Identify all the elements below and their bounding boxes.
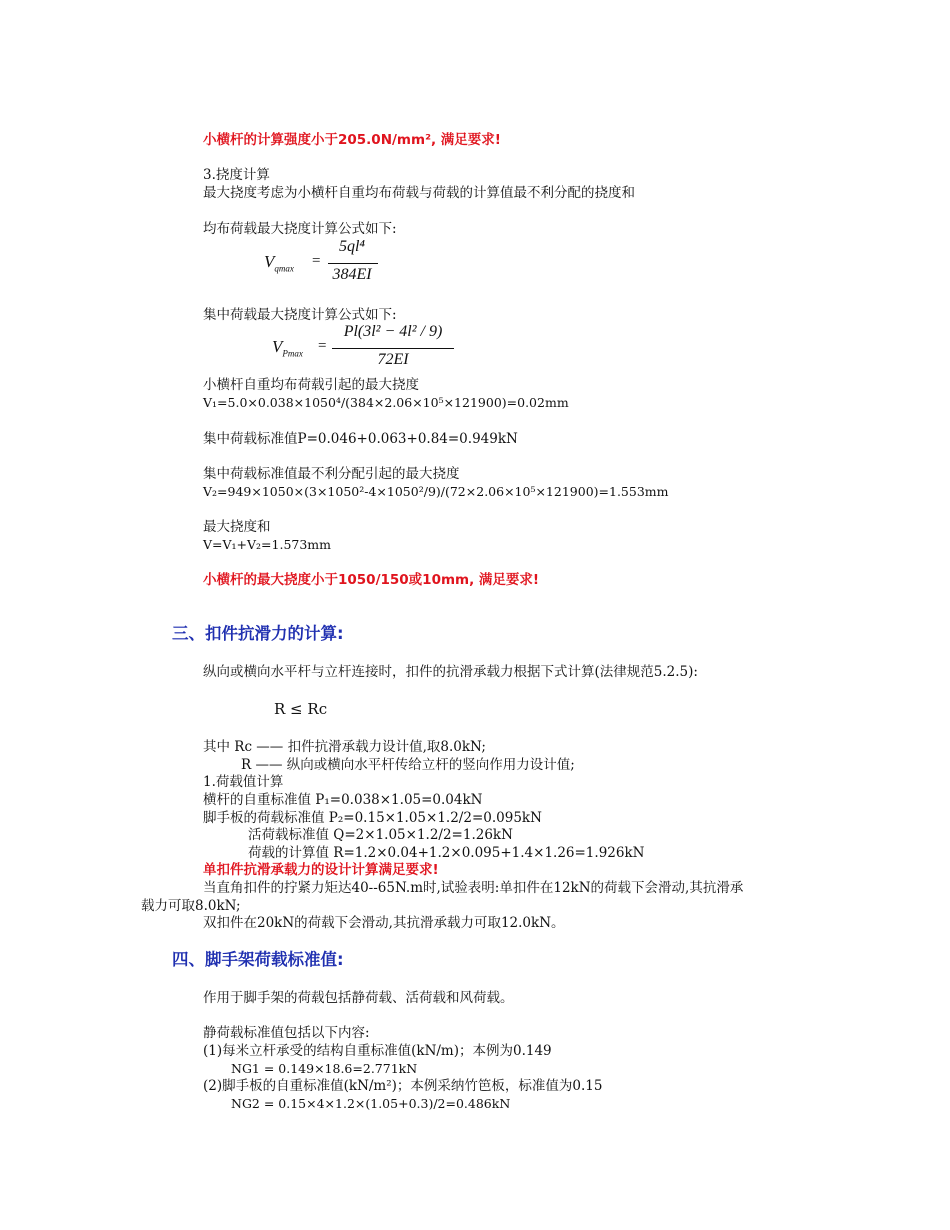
formula-denominator: 72EI: [377, 351, 409, 368]
live-load-value: 活荷载标准值 Q=2×1.05×1.2/2=1.26kN: [248, 827, 513, 843]
deflection-conclusion: 小横杆的最大挠度小于1050/150或10mm, 满足要求!: [203, 572, 540, 588]
fraction-bar: [332, 348, 454, 349]
formula-numerator: Pl(3l² − 4l² / 9): [343, 323, 443, 340]
formula-equals: =: [318, 338, 327, 354]
formula-numerator: 5ql⁴: [338, 238, 365, 255]
rc-definition: 其中 Rc —— 扣件抗滑承载力设计值,取8.0kN;: [203, 739, 486, 755]
formula-lhs-sub: qmax: [274, 263, 294, 274]
point-load-standard-value: 集中荷载标准值P=0.046+0.063+0.84=0.949kN: [203, 431, 518, 447]
board-self-weight-item: (2)脚手板的自重标准值(kN/m²)；本例采纳竹笆板，标准值为0.15: [203, 1078, 603, 1094]
static-load-intro: 静荷载标准值包括以下内容:: [203, 1025, 370, 1041]
crossbar-self-weight: 横杆的自重标准值 P₁=0.038×1.05=0.04kN: [203, 792, 483, 808]
anti-slip-description: 纵向或横向水平杆与立杆连接时，扣件的抗滑承载力根据下式计算(法律规范5.2.5):: [203, 664, 698, 680]
total-deflection-value: V=V₁+V₂=1.573mm: [203, 537, 332, 552]
design-load-value: 荷载的计算值 R=1.2×0.04+1.2×0.095+1.4×1.26=1.926kN: [248, 845, 645, 861]
ng2-calculation: NG2 = 0.15×4×1.2×(1.05+0.3)/2=0.486kN: [231, 1096, 511, 1111]
double-clamp-note: 双扣件在20kN的荷载下会滑动,其抗滑承载力可取12.0kN。: [203, 915, 565, 931]
section-3-heading: 三、扣件抗滑力的计算:: [172, 624, 344, 643]
deflection-section-heading: 3.挠度计算: [203, 167, 270, 183]
bending-strength-conclusion: 小横杆的计算强度小于205.0N/mm², 满足要求!: [203, 132, 501, 148]
formula-equals: =: [312, 253, 321, 269]
point-load-formula-intro: 集中荷载最大挠度计算公式如下:: [203, 307, 397, 323]
ng1-calculation: NG1 = 0.149×18.6=2.771kN: [231, 1061, 418, 1076]
point-load-deflection-label: 集中荷载标准值最不利分配引起的最大挠度: [203, 466, 460, 482]
scaffold-board-load: 脚手板的荷载标准值 P₂=0.15×1.05×1.2/2=0.095kN: [203, 810, 542, 826]
load-calc-heading: 1.荷载值计算: [203, 774, 284, 790]
fraction-bar: [328, 263, 378, 264]
self-weight-deflection-label: 小横杆自重均布荷载引起的最大挠度: [203, 377, 419, 393]
v1-calculation: V₁=5.0×0.038×1050⁴/(384×2.06×10⁵×121900)=0.02mm: [203, 395, 569, 410]
deflection-description: 最大挠度考虑为小横杆自重均布荷载与荷载的计算值最不利分配的挠度和: [203, 185, 635, 201]
v2-calculation: V₂=949×1050×(3×1050²-4×1050²/9)/(72×2.06×10⁵×121900)=1.553mm: [203, 484, 669, 499]
anti-slip-inequality: R ≤ Rc: [274, 700, 328, 718]
point-load-deflection-formula: [270, 323, 460, 373]
torque-note-line2: 载力可取8.0kN;: [141, 898, 241, 914]
anti-slip-conclusion: 单扣件抗滑承载力的设计计算满足要求!: [203, 862, 439, 878]
formula-denominator: 384EI: [332, 266, 372, 283]
formula-lhs-sub: Pmax: [282, 348, 303, 359]
formula-lhs: V: [264, 252, 275, 271]
r-definition: R —— 纵向或横向水平杆传给立杆的竖向作用力设计值;: [241, 757, 575, 773]
section-4-heading: 四、脚手架荷载标准值:: [172, 950, 344, 969]
pole-self-weight-item: (1)每米立杆承受的结构自重标准值(kN/m)；本例为0.149: [203, 1043, 552, 1059]
torque-note-line1: 当直角扣件的拧紧力矩达40--65N.m时,试验表明:单扣件在12kN的荷载下会滑动,其抗滑承: [203, 880, 744, 896]
uniform-load-formula-intro: 均布荷载最大挠度计算公式如下:: [203, 221, 397, 237]
uniform-load-deflection-formula: [262, 238, 392, 288]
formula-lhs: V: [272, 337, 283, 356]
total-deflection-label: 最大挠度和: [203, 519, 271, 535]
load-types-description: 作用于脚手架的荷载包括静荷载、活荷载和风荷载。: [203, 990, 514, 1006]
